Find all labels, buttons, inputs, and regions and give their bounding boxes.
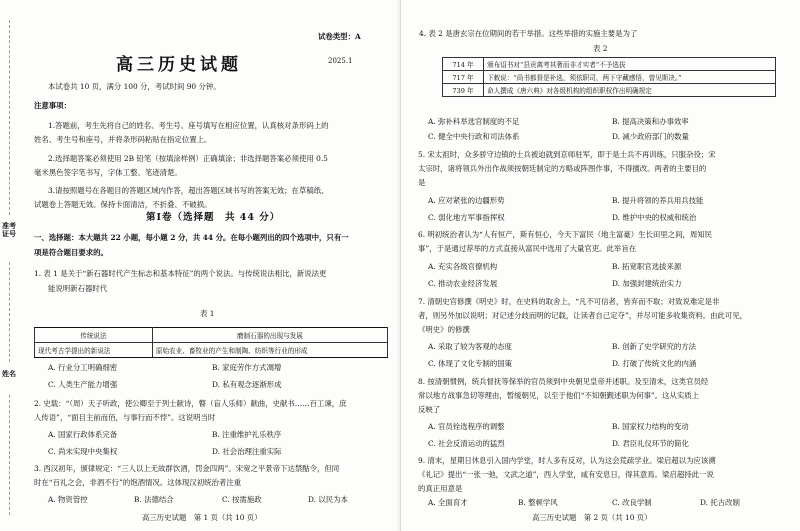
answer-option: C. 健全中央行政和司法体系: [428, 132, 520, 141]
answer-option: A. 物资管控: [48, 495, 88, 504]
binding-margin: [0, 0, 20, 531]
answer-option: A. 官员铨选程序的调整: [428, 422, 505, 431]
answer-option: C. 人类生产能力增强: [48, 380, 118, 389]
question-9-stem: 的真正用意是: [418, 484, 463, 493]
answer-option: D. 私有观念逐渐形成: [212, 380, 282, 389]
answer-option: B. 提高决策和办事效率: [612, 117, 689, 126]
table-2-year: 717 年: [443, 71, 484, 84]
question-8-stem: 8. 按清朝惯例，统兵督抚等保举的官员须到中央朝见皇帝并述职。及至清末，这类官员经: [418, 377, 709, 386]
question-6-stem: 事”，于是通过荐举的方式直接从富民中选用了大量官吏。此举旨在: [418, 244, 637, 253]
question-7-stem: 者，则另外加以说明；对记述分歧而明的记载，让读者自己定夺”，并尽可能多收集资料。由此可见，: [418, 311, 747, 320]
notice-line: 2.选择题答案必须使用 2B 铅笔（按填涂样例）正确填涂；非选择题答案必须使用 0.5: [48, 154, 328, 163]
question-1-stem: 能说明新石器时代: [48, 284, 108, 293]
question-2-stem: 人传语”，“面目主前而佰，与事行而不悖”。这说明当时: [34, 413, 216, 422]
page-footer: 高三历史试题 第 1 页（共 10 页）: [142, 513, 262, 522]
answer-option: B. 拓宽职官选拔来源: [612, 262, 682, 271]
answer-option: B. 注重维护礼乐秩序: [212, 430, 282, 439]
notice-line: 毫米黑色签字笔书写，字体工整、笔迹清楚。: [34, 168, 182, 177]
page-footer: 高三历史试题 第 2 页（共 10 页）: [532, 513, 652, 522]
page-title: 高三历史试题: [116, 55, 242, 75]
table-2-year: 739 年: [443, 84, 484, 97]
table-1-cell: 现代考古学提出的新说法: [35, 343, 153, 358]
answer-option: C. 推动农业经济发展: [428, 279, 498, 288]
question-3-stem: 时在“百礼之会，非酒不行”的饱酒情况。这体现汉初统治者注重: [34, 478, 242, 487]
answer-option: D. 减少政府部门的数量: [612, 132, 689, 141]
question-8-stem: 常以地方战事急切等理由，暂缓朝见，以至于他们“不知朝觐述职为何事”。这从实质上: [418, 391, 700, 400]
answer-option: A. 全面育才: [428, 498, 468, 507]
section-instruction: 一、选择题：本大题共 22 小题，每小题 2 分，共 44 分。在每小题列出的四个选项中，只有一: [34, 233, 349, 242]
answer-option: D. 社会治理注重实际: [212, 447, 282, 456]
answer-option: C. 尚未实现中央集权: [48, 447, 118, 456]
binding-dashed-line: [9, 395, 10, 515]
table-2-cell: 颁布诏书对“县贡离考其奢而非才实者”不予选拔: [484, 58, 776, 71]
answer-option: A. 应对紧张的边疆形势: [428, 196, 505, 205]
section-instruction: 项是符合题目要求的。: [34, 248, 108, 257]
binding-dashed-line: [9, 262, 10, 362]
question-3-stem: 3. 西汉初年，颁律规定：“三人以上无故群饮酒，罚金四两”。宋宽之平景帝下达禁酤令，但同: [34, 464, 340, 473]
answer-option: A. 采取了较为客观的态度: [428, 342, 512, 351]
answer-option: C. 弱化地方军事指挥权: [428, 213, 505, 222]
notice-line: 试题卷上答题无效。保持卡面清洁，不折叠、不破损。: [34, 200, 212, 209]
notice-heading: 注意事项：: [34, 101, 71, 110]
answer-option: A. 充实各级官僚机构: [428, 262, 498, 271]
answer-option: B. 创新了史学研究的方法: [612, 342, 697, 351]
answer-option: A. 国家行政体系完备: [48, 430, 118, 439]
notice-line: 1.答题前，考生先将自己的姓名、考生号、座号填写在相应位置，认真核对条形码上的: [48, 121, 329, 130]
question-5-stem: 是: [418, 178, 426, 187]
table-1-header: 磨制石器的出现与发展: [152, 328, 387, 343]
question-7-stem: 7. 清朝史官修撰《明史》时，在史料的取舍上，“凡不可信者，皆弃而不取；对致说难定是非: [418, 297, 720, 306]
binding-dashed-line: [9, 20, 10, 215]
question-1-stem: 1. 表 1 是关于“新石器时代产生标志和基本特征”的两个说法。与传统说法相比，新说法更: [34, 269, 327, 278]
answer-option: D. 打破了传统文化的内涵: [612, 359, 697, 368]
question-9-stem: 9. 清末，星期日休息引入国内学堂，时人多有反对，认为这会荒疏学业。梁启超以为应该溯: [418, 456, 716, 465]
answer-option: A. 弥补科举选官制度的不足: [428, 117, 520, 126]
paper-type: 试卷类型：A: [318, 32, 361, 41]
table-2-caption: 表 2: [593, 44, 608, 53]
answer-option: C. 体现了文化专制的国策: [428, 359, 512, 368]
answer-option: B. 国家权力结构的变动: [612, 422, 689, 431]
question-5-stem: 5. 宋太祖时，众多骄守边镇的士兵被迫就到京师驻军，即于是士兵不再训练，只服杂役；宋: [418, 150, 716, 159]
table-2-year: 714 年: [443, 58, 484, 71]
question-2-stem: 2. 史载：“（周）天子听政，使公卿至于列士献诗，瞽（盲人乐师）献曲，史献书……百工谏，庶: [34, 399, 347, 408]
answer-option: C. 改良学制: [612, 498, 652, 507]
question-7-stem: 《明史》的修撰: [418, 325, 470, 334]
answer-option: B. 整顿学风: [518, 498, 558, 507]
notice-line: 3.请按照题号在各题目的答题区域内作答，超出答题区域书写的答案无效；在草稿纸、: [48, 186, 329, 195]
table-1: [34, 327, 388, 358]
answer-option: B. 法德结合: [134, 495, 174, 504]
answer-option: D. 托古改制: [700, 498, 740, 507]
question-6-stem: 6. 明初统治者认为“人有恒产，斯有恒心，今天下富民（地主富豪）生长田里之间，周知民: [418, 230, 713, 239]
answer-option: D. 君臣礼仪环节的简化: [612, 439, 689, 448]
exam-id-label: 准考证号: [2, 221, 16, 238]
answer-option: B. 家庭劳作方式凋增: [212, 363, 282, 372]
question-9-stem: 《礼记》提出“一张一弛，文武之道”，西人学堂，咸有安息日，得其意焉。梁启超持此一说: [418, 470, 714, 479]
exam-date: 2025.1: [328, 57, 353, 65]
question-4-stem: 4. 表 2 是唐玄宗在位期间的若干举措。这些举措的实施主要是为了: [419, 29, 638, 38]
answer-option: A. 行业分工明确细密: [48, 363, 118, 372]
notice-line: 姓名、考生号和座号，并将条形码粘贴在指定位置上。: [34, 135, 212, 144]
table-2-cell: 下敕说：“尚书都督是补选，须依职司，两下守藏感悟，曾见斯决。”: [484, 71, 776, 84]
answer-option: D. 以民为本: [308, 495, 348, 504]
table-2-cell: 命人撰成《唐六典》对各级机构的组织职权作出明确规定: [484, 84, 776, 97]
intro-text: 本试卷共 10 页，满分 100 分，考试时间 90 分钟。: [48, 82, 221, 91]
question-8-stem: 反映了: [418, 405, 441, 414]
table-1-cell: 原始农业、畜牧业的产生和制陶、纺织等行业的形成: [152, 343, 387, 358]
question-5-stem: 太宗时，诸将领兵外出作战须按朝廷制定的方略或阵图作事，不得擅改。两者的主要目的: [418, 164, 707, 173]
table-2: [442, 57, 776, 97]
answer-option: C. 按需施政: [222, 495, 262, 504]
name-label: 姓名: [2, 369, 16, 378]
answer-option: D. 加强封建统治实力: [612, 279, 682, 288]
answer-option: B. 提升将领的养兵用兵技能: [612, 196, 704, 205]
table-1-header: 传统说法: [35, 328, 153, 343]
table-1-caption: 表 1: [200, 309, 215, 318]
section-title: 第Ⅰ卷（选择题 共 44 分）: [146, 212, 281, 223]
answer-option: D. 维护中央的权威和统治: [612, 213, 697, 222]
answer-option: C. 社会反清运动的猛烈: [428, 439, 505, 448]
